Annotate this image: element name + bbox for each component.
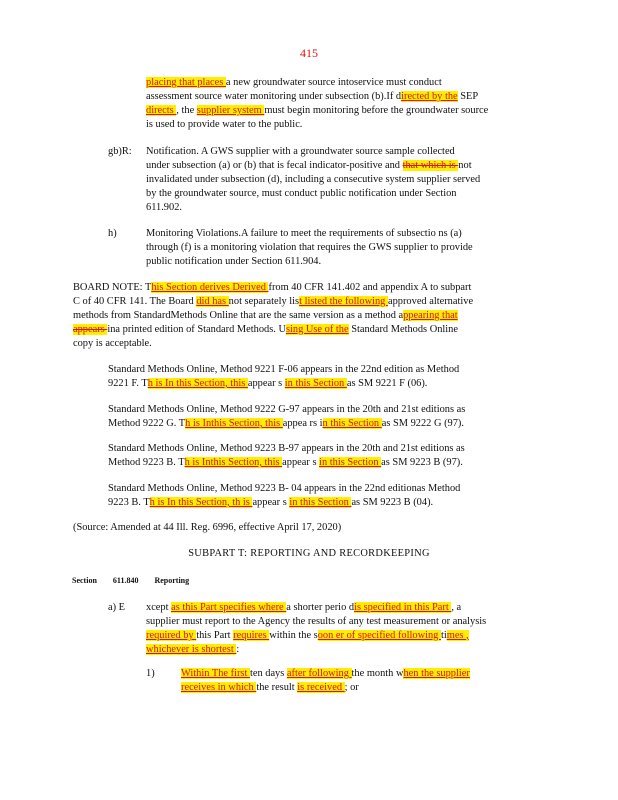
highlighted-text: h is Inthis Section, this — [184, 457, 283, 468]
text-run: as SM 9223 B (97). — [381, 457, 463, 468]
text-line — [146, 601, 486, 615]
highlighted-text: in this Section — [284, 378, 347, 389]
highlighted-text: irected by the — [401, 91, 458, 102]
text-line — [146, 629, 486, 643]
source-note: (Source: Amended at 44 Ill. Reg. 6996, effective April 17, 2020) — [73, 522, 342, 533]
text-run: C of 40 CFR 141. The Board — [73, 296, 197, 307]
text-line — [108, 442, 465, 456]
text-run: the result — [256, 682, 298, 693]
text-run: is used to provide water to the public. — [146, 119, 303, 130]
text-run: within the s — [269, 630, 318, 641]
text-line — [108, 482, 460, 496]
text-run: Standard Methods Online, Method 9223 B-97 appears in the 20th and 21st editions as — [108, 443, 465, 454]
highlighted-text: , — [466, 630, 469, 641]
text-run: a shorter perio d — [286, 602, 355, 613]
text-run: the month w — [351, 668, 404, 679]
text-run: 9221 F. T — [108, 378, 148, 389]
item-h-label: h) — [108, 228, 117, 239]
text-line — [181, 681, 470, 695]
text-line — [73, 281, 473, 295]
highlighted-text: is received — [297, 682, 345, 693]
text-line — [146, 227, 473, 241]
text-line — [146, 104, 488, 118]
text-run: methods from StandardMethods Online that are the same version as a method a — [73, 310, 404, 321]
item-a-label: a) E — [108, 602, 126, 613]
highlighted-text: directs — [146, 105, 177, 116]
paragraph-placing — [146, 76, 488, 132]
text-line — [108, 417, 465, 431]
highlighted-text: required by — [146, 630, 197, 641]
text-run: must begin monitoring before the groundwater source — [264, 105, 489, 116]
highlighted-text: oon er of specified following — [317, 630, 441, 641]
highlighted-text: in this Section — [289, 497, 352, 508]
text-run: as SM 9223 B (04). — [351, 497, 434, 508]
text-run: Method 9223 B. T — [108, 457, 185, 468]
text-line — [146, 255, 473, 269]
text-line — [108, 363, 459, 377]
highlighted-text: t listed the following — [299, 296, 388, 307]
highlighted-text: h is In this Section, this — [147, 378, 248, 389]
subpart-heading: SUBPART T: REPORTING AND RECORDKEEPING — [188, 548, 430, 559]
standard-methods-9223-97 — [108, 442, 465, 470]
highlighted-text: Within The first — [181, 668, 250, 679]
text-run: , a — [451, 602, 462, 613]
paragraph-reporting-a — [146, 601, 486, 657]
text-run: through (f) is a monitoring violation that requires the GWS supplier to provide — [146, 242, 473, 253]
highlighted-text: as this Part specifies where — [171, 602, 287, 613]
text-run: approved alternative — [387, 296, 474, 307]
highlighted-text: requires — [233, 630, 270, 641]
highlighted-text: supplier system — [196, 105, 265, 116]
deleted-text: that which is — [402, 160, 459, 171]
text-run: appear s — [282, 457, 320, 468]
highlighted-text: whichever is shortest — [146, 644, 237, 655]
text-line — [181, 667, 470, 681]
text-run: , the — [176, 105, 197, 116]
text-run: by the groundwater source, must conduct public notification under Section — [146, 188, 457, 199]
text-run: assessment source water monitoring under subsection (b).If d — [146, 91, 402, 102]
text-line — [146, 173, 480, 187]
text-run: ti — [440, 630, 447, 641]
text-run: copy is acceptable. — [73, 338, 152, 349]
text-run: a new groundwater source intoservice must conduct — [225, 77, 442, 88]
text-run: Notification. A GWS supplier with a groundwater source sample collected — [146, 146, 455, 157]
highlighted-text: n this Section — [322, 418, 382, 429]
text-run: ; or — [344, 682, 359, 693]
text-line — [146, 76, 488, 90]
text-run: appear s — [252, 497, 290, 508]
standard-methods-9223-04 — [108, 482, 460, 510]
text-line — [146, 159, 480, 173]
text-run: public notification under Section 611.904. — [146, 256, 322, 267]
deleted-text: appears — [73, 324, 108, 335]
text-run: Standard Methods Online, Method 9223 B- 04 appears in the 22nd editionas Method — [108, 483, 461, 494]
text-line — [146, 201, 480, 215]
text-line — [146, 643, 486, 657]
text-run: invalidated under subsection (d), including a consecutive system supplier served — [146, 174, 481, 185]
text-line — [146, 241, 473, 255]
text-line — [73, 323, 473, 337]
highlighted-text: his Section derives Derived — [151, 282, 269, 293]
text-line — [73, 309, 473, 323]
page-number: 415 — [300, 46, 318, 60]
text-run: Standard Methods Online, Method 9221 F-06 appears in the 22nd edition as Method — [108, 364, 460, 375]
highlighted-text: ppearing that — [403, 310, 458, 321]
paragraph-reporting-1 — [181, 667, 470, 695]
item-g-label: gb)R: — [108, 146, 132, 157]
text-run: xcept — [146, 602, 172, 613]
text-line — [146, 90, 488, 104]
text-run: BOARD NOTE: T — [73, 282, 152, 293]
text-run: under subsection (a) or (b) that is fecal indicator-positive and — [146, 160, 403, 171]
paragraph-notification — [146, 145, 480, 215]
text-run: Standard Methods Online, Method 9222 G-97 appears in the 20th and 21st editions as — [108, 404, 466, 415]
text-run: this Part — [196, 630, 234, 641]
paragraph-monitoring-violations — [146, 227, 473, 269]
text-run: 611.902. — [146, 202, 182, 213]
standard-methods-9221 — [108, 363, 459, 391]
text-run: from 40 CFR 141.402 and appendix A to subpart — [268, 282, 472, 293]
text-line — [108, 456, 465, 470]
text-run: ina printed edition of Standard Methods. U — [107, 324, 286, 335]
text-run: as SM 9222 G (97). — [381, 418, 464, 429]
section-header — [72, 576, 203, 585]
text-run: : — [236, 644, 240, 655]
text-line — [146, 145, 480, 159]
text-line — [108, 403, 465, 417]
item-1-label: 1) — [146, 668, 155, 679]
board-note — [73, 281, 473, 351]
text-run: supplier must report to the Agency the results of any test measurement or analysis — [146, 616, 487, 627]
text-line — [73, 295, 473, 309]
highlighted-text: mes — [446, 630, 467, 641]
text-run: not separately lis — [228, 296, 300, 307]
text-line — [73, 337, 473, 351]
highlighted-text: in this Section — [319, 457, 382, 468]
text-line — [146, 187, 480, 201]
text-line — [108, 377, 459, 391]
text-line — [146, 118, 488, 132]
section-number: 611.840 — [112, 576, 139, 585]
text-run: SEP — [457, 91, 479, 102]
highlighted-text: placing that places — [146, 77, 226, 88]
text-run: 9223 B. T — [108, 497, 150, 508]
text-run: as SM 9221 F (06). — [346, 378, 428, 389]
text-run: appea rs i — [282, 418, 323, 429]
highlighted-text: h is Inthis Section, this — [185, 418, 283, 429]
highlighted-text: h is In this Section, th is — [149, 497, 253, 508]
text-run: Standard Methods Online — [348, 324, 458, 335]
text-line — [146, 615, 486, 629]
text-line — [108, 496, 460, 510]
standard-methods-9222 — [108, 403, 465, 431]
text-run: Method 9222 G. T — [108, 418, 186, 429]
highlighted-text: sing Use of the — [285, 324, 349, 335]
highlighted-text: is specified in this Part — [354, 602, 452, 613]
text-run: appear s — [247, 378, 285, 389]
highlighted-text: did has — [196, 296, 229, 307]
highlighted-text: hen the supplier — [403, 668, 470, 679]
highlighted-text: after following — [286, 668, 352, 679]
section-title: Reporting — [154, 576, 190, 585]
text-run: not — [458, 160, 472, 171]
section-label: Section — [72, 576, 97, 585]
text-run: Monitoring Violations.A failure to meet the requirements of subsectio ns (a) — [146, 228, 462, 239]
highlighted-text: receives in which — [181, 682, 257, 693]
text-run: ten days — [249, 668, 287, 679]
